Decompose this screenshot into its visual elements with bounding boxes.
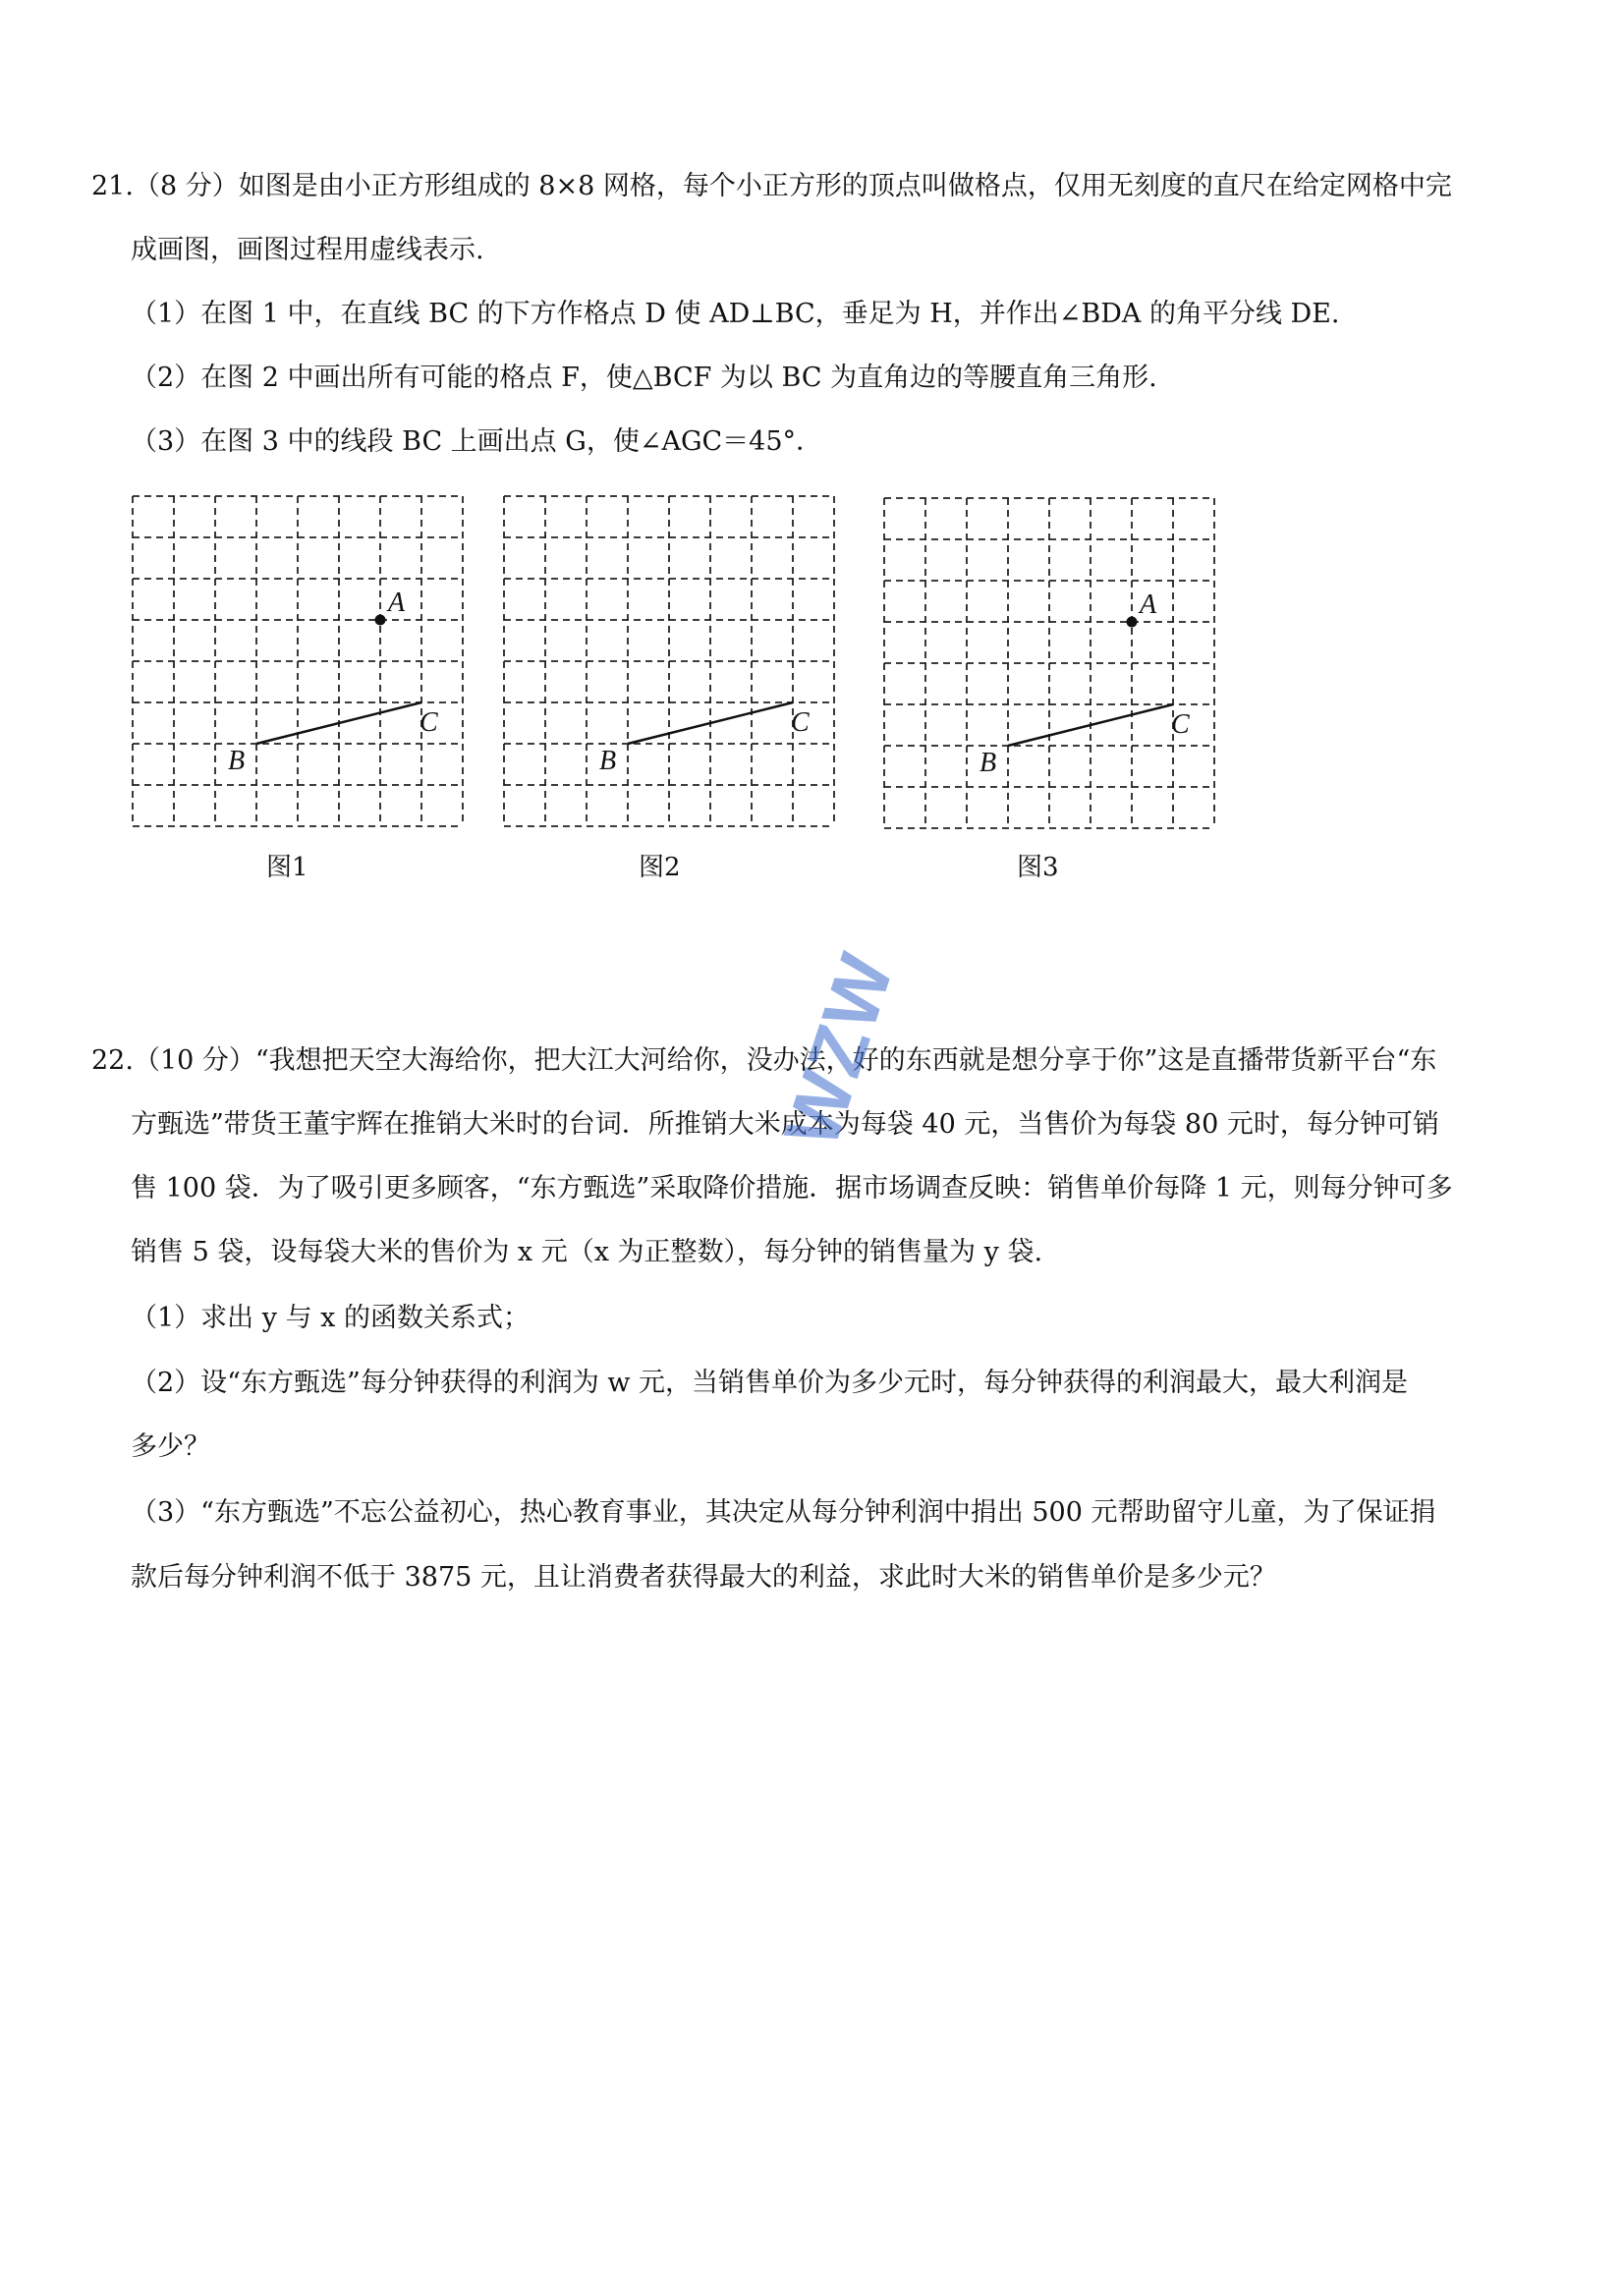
figure-2-label-c: C (791, 707, 810, 738)
q21-part2: （2）在图 2 中画出所有可能的格点 F，使△BCF 为以 BC 为直角边的等腰直角三角形. (131, 363, 1157, 393)
figure-1-label-c: C (420, 707, 438, 738)
q22-part1: （1）求出 y 与 x 的函数关系式； (131, 1303, 530, 1333)
figure-1 (118, 481, 481, 845)
figure-1-caption: 图1 (266, 853, 308, 882)
figure-3-label-b: B (979, 748, 997, 778)
q22-part2-line2: 多少？ (131, 1431, 210, 1462)
figure-2-label-b: B (599, 746, 617, 776)
q22-part2-line1: （2）设“东方甄选”每分钟获得的利润为 w 元，当销售单价为多少元时，每分钟获得的利润最大，最大利润是 (131, 1368, 1409, 1398)
q21-line2: 成画图，画图过程用虚线表示. (131, 235, 484, 265)
q22-line1: 22.（10 分）“我想把天空大海给你，把大江大河给你，没办法，好的东西就是想分享于你”这是直播带货新平台“东 (91, 1045, 1437, 1076)
q21-line1: 21.（8 分）如图是由小正方形组成的 8×8 网格，每个小正方形的顶点叫做格点，仅用无刻度的直尺在给定网格中完 (91, 171, 1452, 201)
figure-1-grid (133, 496, 463, 826)
q21-part3: （3）在图 3 中的线段 BC 上画出点 G，使∠AGC＝45°． (131, 426, 823, 457)
figure-1-point-a (375, 615, 386, 626)
figure-2-caption: 图2 (639, 853, 681, 882)
q22-line3: 售 100 袋．为了吸引更多顾客，“东方甄选”采取降价措施．据市场调查反映：销售单价每降 1 元，则每分钟可多 (131, 1173, 1453, 1204)
figure-3 (867, 481, 1231, 845)
watermark: WZW (766, 942, 911, 1157)
figure-3-caption: 图3 (1017, 853, 1059, 882)
figure-3-point-a (1127, 617, 1138, 628)
q22-part3-line1: （3）“东方甄选”不忘公益初心，热心教育事业，其决定从每分钟利润中捐出 500 元帮助留守儿童，为了保证捐 (131, 1497, 1436, 1528)
q22-part3-line2: 款后每分钟利润不低于 3875 元，且让消费者获得最大的利益，求此时大米的销售单价是多少元？ (131, 1562, 1276, 1593)
q22-line4: 销售 5 袋，设每袋大米的售价为 x 元（x 为正整数），每分钟的销售量为 y 袋. (131, 1237, 1043, 1267)
figure-1-label-a: A (388, 588, 406, 618)
q21-part1: （1）在图 1 中，在直线 BC 的下方作格点 D 使 AD⊥BC，垂足为 H，并作出∠BDA 的角平分线 DE. (131, 299, 1340, 329)
figure-2-grid (504, 496, 834, 826)
figure-3-label-a: A (1140, 589, 1157, 620)
figure-2 (489, 481, 853, 845)
figure-1-label-b: B (228, 746, 246, 776)
figure-3-grid (884, 498, 1214, 828)
q22-line2: 方甄选”带货王董宇辉在推销大米时的台词．所推销大米成本为每袋 40 元，当售价为每袋 80 元时，每分钟可销 (131, 1109, 1439, 1140)
figure-3-label-c: C (1171, 709, 1190, 740)
